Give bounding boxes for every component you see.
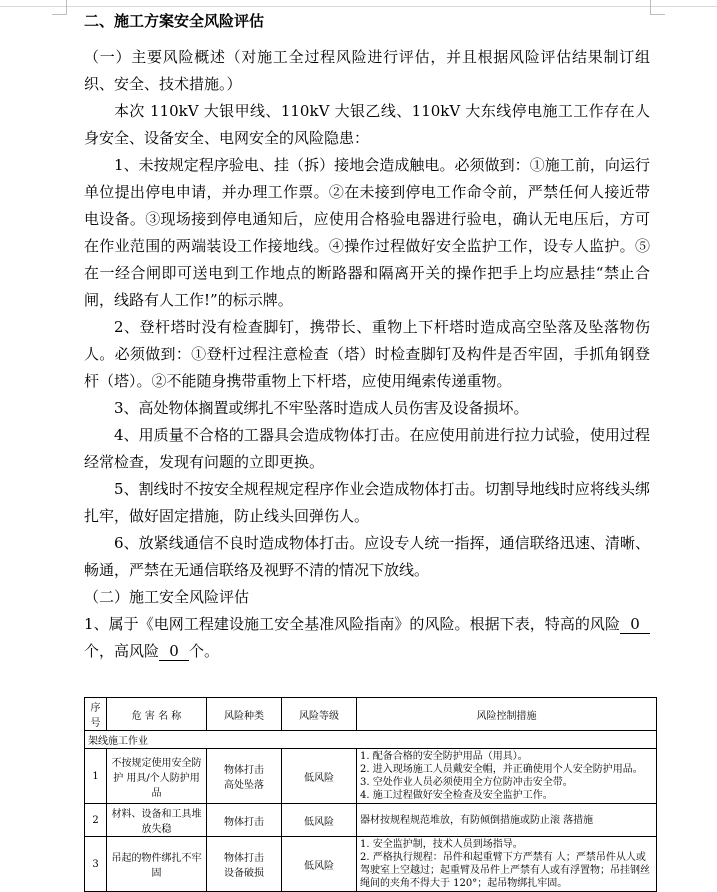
table-header-row xyxy=(85,698,657,731)
page-top-edge xyxy=(0,0,717,7)
crop-mark-top-left xyxy=(52,0,67,15)
risk-count-prefix: 1、属于《电网工程建设施工安全基准风险指南》的风险。根据下表，特高的风险 xyxy=(84,615,620,633)
table-row xyxy=(85,749,657,804)
header-risk-type: 风险种类 xyxy=(207,698,282,731)
subheading-risk-overview: （一）主要风险概述（对施工全过程风险进行评估，并且根据风险评估结果制订组织、安全、技术措施。） xyxy=(84,48,650,93)
risk-count-mid: 个，高风险 xyxy=(84,642,160,660)
row-risk-type: 物体打击 高处坠落 xyxy=(207,749,282,804)
row-no: 3 xyxy=(85,837,107,892)
crop-mark-top-right xyxy=(650,0,665,15)
header-control-measures: 风险控制措施 xyxy=(357,698,657,731)
risk-item-5: 5、割线时不按安全规程规定程序作业会造成物体打击。切割导地线时应将线头绑扎牢，做好固定措施，防止线头回弹伤人。 xyxy=(84,480,650,525)
intro-paragraph: 本次 110kV 大银甲线、110kV 大银乙线、110kV 大东线停电施工工作存在人身安全、设备安全、电网安全的风险隐患： xyxy=(84,102,650,147)
row-measures xyxy=(357,837,657,892)
risk-item-2: 2、登杆塔时没有检查脚钉，携带长、重物上下杆塔时造成高空坠落及坠落物伤人。必须做到：①登杆过程注意检查（塔）时检查脚钉及构件是否牢固，手抓角钢登杆（塔）。②不能随身携带重物上下杆塔，应使用绳索传递重物。 xyxy=(84,318,650,390)
measure-item: 2. 严格执行规程：吊件和起重臂下方严禁有 人；严禁吊件从人或驾驶室上空越过；起重臂及吊件上严禁有人或有浮置物；吊挂钢丝绳间的夹角不得大于 120°；起吊物绑扎牢固。 xyxy=(360,852,650,889)
row-no: 2 xyxy=(85,804,107,837)
row-measures xyxy=(357,749,657,804)
group-label: 架线施工作业 xyxy=(85,731,657,749)
header-hazard-name: 危 害 名 称 xyxy=(107,698,207,731)
very-high-risk-count: 0 xyxy=(620,615,650,634)
row-measures xyxy=(357,804,657,837)
header-no: 序号 xyxy=(85,698,107,731)
risk-item-4: 4、用质量不合格的工器具会造成物体打击。在应使用前进行拉力试验，使用过程经常检查，发现有问题的立即更换。 xyxy=(84,426,650,471)
row-risk-type: 物体打击 设备破损 xyxy=(207,837,282,892)
measure-item: 1. 配备合格的安全防护用品（用具）。 xyxy=(360,751,528,762)
row-risk-level: 低风险 xyxy=(282,804,357,837)
row-risk-type: 物体打击 xyxy=(207,804,282,837)
table-row xyxy=(85,837,657,892)
header-risk-level: 风险等级 xyxy=(282,698,357,731)
subheading-risk-assessment: （二）施工安全风险评估 xyxy=(84,588,250,606)
measure-item: 4. 施工过程做好安全检查及安全监护工作。 xyxy=(360,790,553,801)
risk-table xyxy=(84,697,657,892)
risk-count-suffix: 个。 xyxy=(189,642,220,660)
measure-item: 1. 安全监护制，技术人员到场指导。 xyxy=(360,839,523,850)
table-group-row xyxy=(85,731,657,749)
document-body xyxy=(84,8,650,665)
row-risk-level: 低风险 xyxy=(282,749,357,804)
risk-item-3: 3、高处物体搁置或绑扎不牢坠落时造成人员伤害及设备损坏。 xyxy=(114,399,529,417)
high-risk-count: 0 xyxy=(159,642,189,661)
row-no: 1 xyxy=(85,749,107,804)
measure-item: 2. 进入现场施工人员戴安全帽，并正确使用个人安全防护用品。 xyxy=(360,764,643,775)
row-risk-level: 低风险 xyxy=(282,837,357,892)
measure-item: 3. 空处作业人员必须使用全方位防冲击安全带。 xyxy=(360,777,573,788)
row-hazard-name: 材料、设备和工具堆放失稳 xyxy=(107,804,207,837)
row-hazard-name: 不按规定使用安全防护 用具/个人防护用品 xyxy=(107,749,207,804)
row-hazard-name: 吊起的物件绑扎不牢固 xyxy=(107,837,207,892)
risk-item-6: 6、放紧线通信不良时造成物体打击。应设专人统一指挥，通信联络迅速、清晰、畅通，严禁在无通信联络及视野不清的情况下放线。 xyxy=(84,534,650,579)
risk-item-1: 1、未按规定程序验电、挂（拆）接地会造成触电。必须做到：①施工前，向运行单位提出停电申请，并办理工作票。②在未接到停电工作命令前，严禁任何人接近带电设备。③现场接到停电通知后，应使用合格验电器进行验电，确认无电压后，方可在作业范围的两端装设工作接地线。④操作过程做好安全监护工作，设专人监护。⑤在一经合闸即可送电到工作地点的断路器和隔离开关的操作把手上均应悬挂“禁止合闸，线路有人工作!”的标示牌。 xyxy=(84,156,650,309)
measure-item: 器材按规程规范堆放，有防倾倒措施或防止滚 落措施 xyxy=(360,814,594,826)
table-row xyxy=(85,804,657,837)
section-heading: 二、施工方案安全风险评估 xyxy=(84,12,265,30)
risk-count-line xyxy=(84,611,650,665)
